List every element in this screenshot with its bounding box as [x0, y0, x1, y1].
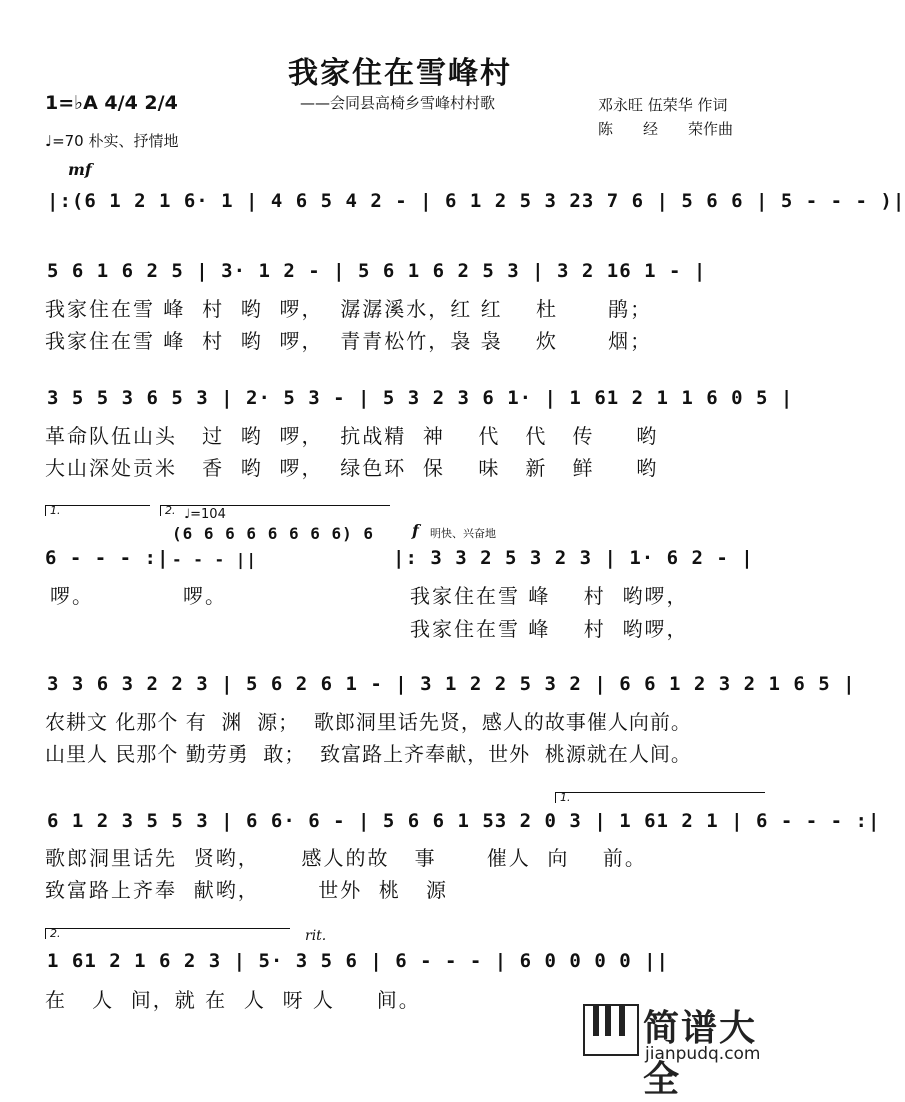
notes-row: 3 3 6 3 2 2 3 | 5 6 2 6 1 - | 3 1 2 2 5 3 2 | 6 6 1 2 3 2 1 6 5 | [47, 673, 856, 695]
notes-volta-1: 6 - - - :| [45, 547, 170, 569]
rit-marking: rit. [305, 928, 327, 944]
expression-text: 明快、兴奋地 [430, 527, 496, 540]
notes-section-b: |: 3 3 2 5 3 2 3 | 1· 6 2 - | [393, 547, 754, 569]
volta-1: 1. [45, 505, 150, 516]
notes-row: |:(6 1 2 1 6· 1 | 4 6 5 4 2 - | 6 1 2 5 3 23 7 6 | 5 6 6 | 5 - - - )| [47, 190, 905, 212]
notes-volta-2: (6 6 6 6 6 6 6 6) 6 - - - || [172, 524, 375, 569]
lyric-line-1: 农耕文 化那个 有 渊 源； 歌郎洞里话先贤，感人的故事催人向前。 [45, 710, 692, 734]
page-title: 我家住在雪峰村 [288, 56, 512, 91]
lyric-line-1: 歌郎洞里话先 贤哟， 感人的故 事 催人 向 前。 [45, 846, 647, 870]
lyric-line-2: 我家住在雪 峰 村 哟 啰， 青青松竹，袅 袅 炊 烟； [45, 329, 653, 353]
volta-2: 2. [45, 928, 290, 939]
lyric-line-1: 我家住在雪 峰 村 哟啰， [410, 584, 689, 608]
notes-row: 6 1 2 3 5 5 3 | 6 6· 6 - | 5 6 6 1 53 2 0 3 | 1 61 2 1 | 6 - - - :| [47, 810, 881, 832]
composer-credit: 陈 经 荣作曲 [598, 120, 734, 138]
lyric-volta-2: 啰。 [183, 584, 227, 608]
lyric-volta-1: 啰。 [50, 584, 94, 608]
dynamic-mf: mf [68, 160, 92, 179]
lyric-line-1: 我家住在雪 峰 村 哟 啰， 潺潺溪水，红 红 杜 鹃； [45, 297, 653, 321]
notes-row: 3 5 5 3 6 5 3 | 2· 5 3 - | 5 3 2 3 6 1· | 1 61 2 1 1 6 0 5 | [47, 387, 794, 409]
tempo-marking: ♩=70 朴实、抒情地 [45, 132, 179, 150]
notes-row: 5 6 1 6 2 5 | 3· 1 2 - | 5 6 1 6 2 5 3 | 3 2 16 1 - | [47, 260, 707, 282]
notes-row: 1 61 2 1 6 2 3 | 5· 3 5 6 | 6 - - - | 6 0 0 0 0 || [47, 950, 669, 972]
lyric-line-2: 大山深处贡米 香 哟 啰， 绿色环 保 味 新 鲜 哟 [45, 456, 659, 480]
piano-keys-icon [583, 1004, 639, 1056]
volta-1: 1. [555, 792, 765, 803]
lyricist-credit: 邓永旺 伍荣华 作词 [598, 96, 728, 114]
lyric-line-2: 致富路上齐奉 献哟， 世外 桃 源 [45, 878, 449, 902]
volta-2: 2. [160, 505, 390, 516]
lyric-line-2: 山里人 民那个 勤劳勇 敢； 致富路上齐奉献，世外 桃源就在人间。 [45, 742, 692, 766]
watermark-name: 简谱大全 [643, 1008, 758, 1100]
lyric-line-1: 在 人 间，就 在 人 呀 人 间。 [45, 988, 421, 1012]
dynamic-f: f [412, 521, 419, 540]
lyric-line-2: 我家住在雪 峰 村 哟啰， [410, 617, 689, 641]
subtitle: ——会同县高椅乡雪峰村村歌 [300, 94, 496, 112]
watermark-url: jianpudq.com [645, 1044, 761, 1064]
tempo-change: ♩=104 [184, 507, 226, 522]
key-signature: 1=♭A 4/4 2/4 [45, 92, 178, 114]
lyric-line-1: 革命队伍山头 过 哟 啰， 抗战精 神 代 代 传 哟 [45, 424, 659, 448]
watermark-logo [583, 1000, 793, 1100]
